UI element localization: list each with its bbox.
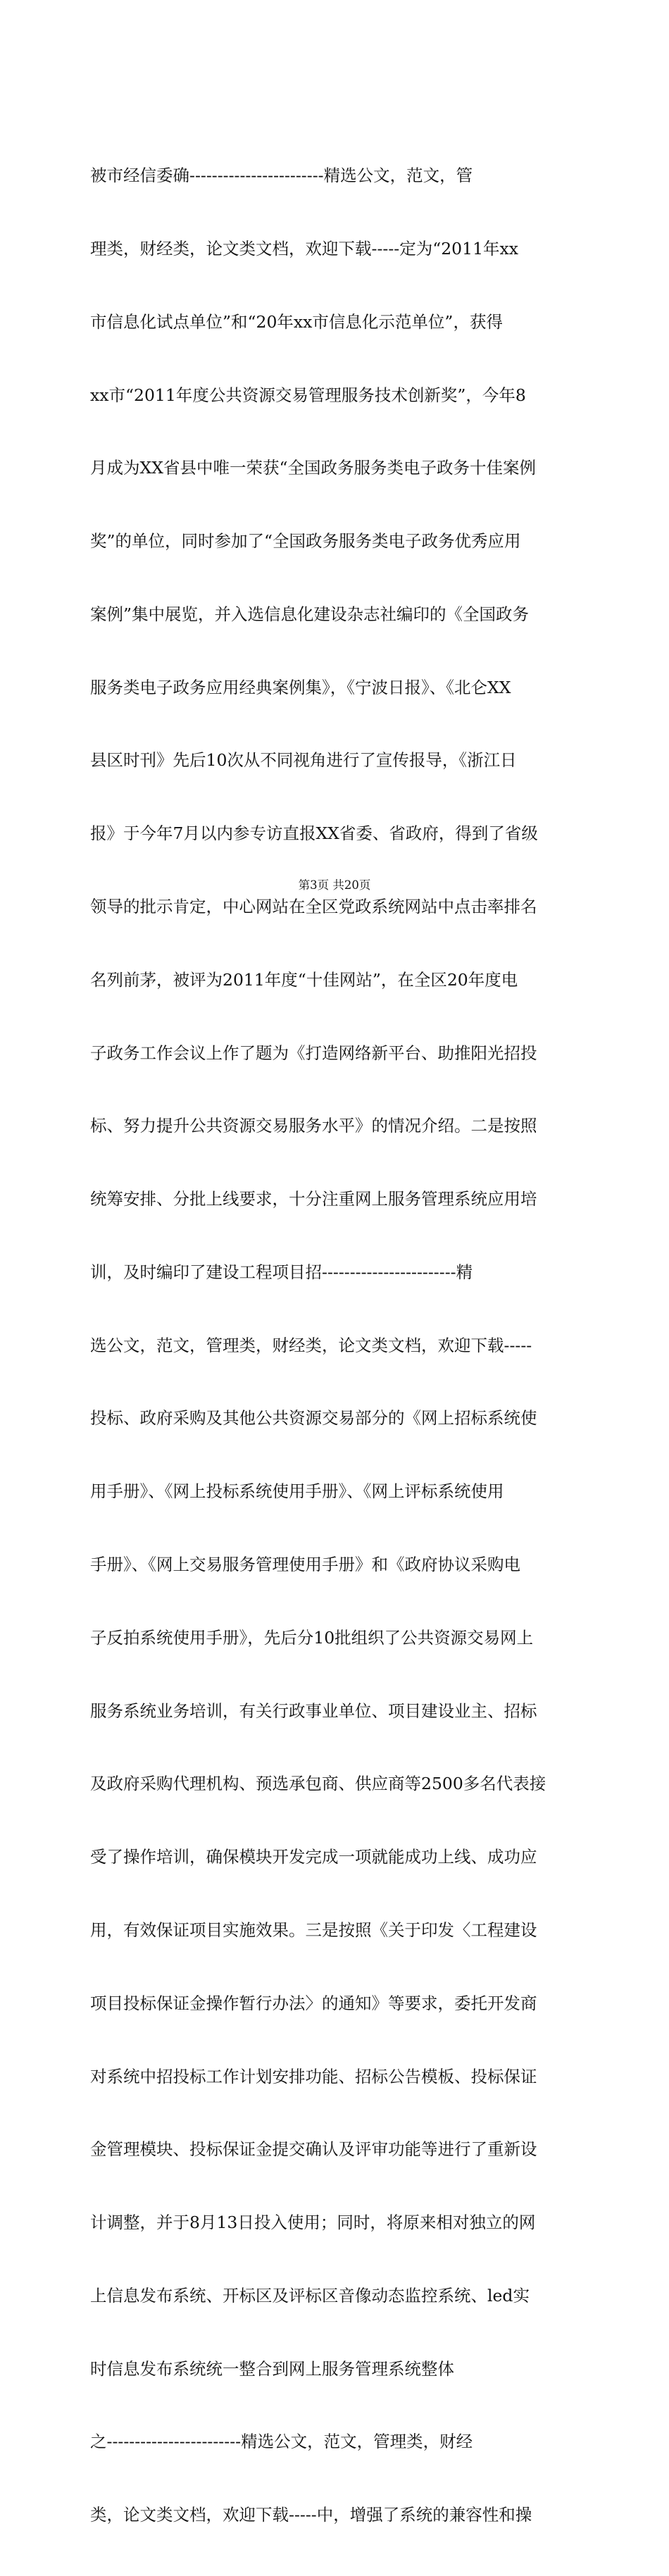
text-line: 市信息化试点单位”和“20年xx市信息化示范单位”，获得 xyxy=(90,311,503,332)
body-text xyxy=(90,115,580,2576)
text-line: 计调整，并于8月13日投入使用；同时，将原来相对独立的网 xyxy=(90,2213,536,2233)
text-line: 时信息发布系统统一整合到网上服务管理系统整体 xyxy=(90,2358,454,2379)
text-line: 理类，财经类，论文类文档，欢迎下载-----定为“2011年xx xyxy=(90,238,519,259)
text-line: 投标、政府采购及其他公共资源交易部分的《网上招标系统使 xyxy=(90,1408,537,1429)
text-line: 服务系统业务培训，有关行政事业单位、项目建设业主、招标 xyxy=(90,1700,537,1721)
text-line: 上信息发布系统、开标区及评标区音像动态监控系统、led实 xyxy=(90,2285,530,2306)
text-line: 被市经信委确------------------------精选公文，范文，管 xyxy=(90,166,473,186)
text-line: 项目投标保证金操作暂行办法〉的通知》等要求，委托开发商 xyxy=(90,1993,537,2013)
text-line: 县区时刊》先后10次从不同视角进行了宣传报导，《浙江日 xyxy=(90,750,517,771)
text-line: 手册》、《网上交易服务管理使用手册》和《政府协议采购电 xyxy=(90,1555,520,1575)
text-line: 标、努力提升公共资源交易服务水平》的情况介绍。二是按照 xyxy=(90,1116,537,1136)
text-line: 用手册》、《网上投标系统使用手册》、《网上评标系统使用 xyxy=(90,1481,504,1502)
text-line: 之------------------------精选公文，范文，管理类，财经 xyxy=(90,2432,473,2452)
text-line: 统筹安排、分批上线要求，十分注重网上服务管理系统应用培 xyxy=(90,1189,537,1209)
text-line: 领导的批示肯定，中心网站在全区党政系统网站中点击率排名 xyxy=(90,897,537,916)
text-line: 服务类电子政务应用经典案例集》，《宁波日报》、《北仑XX xyxy=(90,677,511,697)
text-line: 受了操作培训，确保模块开发完成一项就能成功上线、成功应 xyxy=(90,1847,537,1867)
page-number-footer: 第3页 共20页 xyxy=(298,878,371,892)
text-line: 金管理模块、投标保证金提交确认及评审功能等进行了重新设 xyxy=(90,2139,537,2160)
text-line: 选公文，范文，管理类，财经类，论文类文档，欢迎下载----- xyxy=(90,1335,532,1355)
text-line: 名列前茅，被评为2011年度“十佳网站”，在全区20年度电 xyxy=(90,969,518,990)
text-line: 对系统中招投标工作计划安排功能、招标公告模板、投标保证 xyxy=(90,2066,537,2086)
text-line: 用，有效保证项目实施效果。三是按照《关于印发〈工程建设 xyxy=(90,1919,537,1940)
text-line: 训，及时编印了建设工程项目招------------------------精 xyxy=(90,1262,473,1282)
text-line: 奖”的单位，同时参加了“全国政务服务类电子政务优秀应用 xyxy=(90,531,521,552)
text-line: 报》于今年7月以内参专访直报XX省委、省政府，得到了省级 xyxy=(90,823,538,844)
text-line: xx市“2011年度公共资源交易管理服务技术创新奖”，今年8 xyxy=(90,385,526,405)
text-line: 案例”集中展览，并入选信息化建设杂志社编印的《全国政务 xyxy=(90,604,530,624)
text-line: 月成为XX省县中唯一荣获“全国政务服务类电子政务十佳案例 xyxy=(90,458,536,478)
text-line: 及政府采购代理机构、预选承包商、供应商等2500多名代表接 xyxy=(90,1774,546,1794)
text-line: 子政务工作会议上作了题为《打造网络新平台、助推阳光招投 xyxy=(90,1043,537,1063)
text-line: 子反拍系统使用手册》，先后分10批组织了公共资源交易网上 xyxy=(90,1627,534,1648)
text-line: 类，论文类文档，欢迎下载-----中，增强了系统的兼容性和操 xyxy=(90,2505,532,2525)
